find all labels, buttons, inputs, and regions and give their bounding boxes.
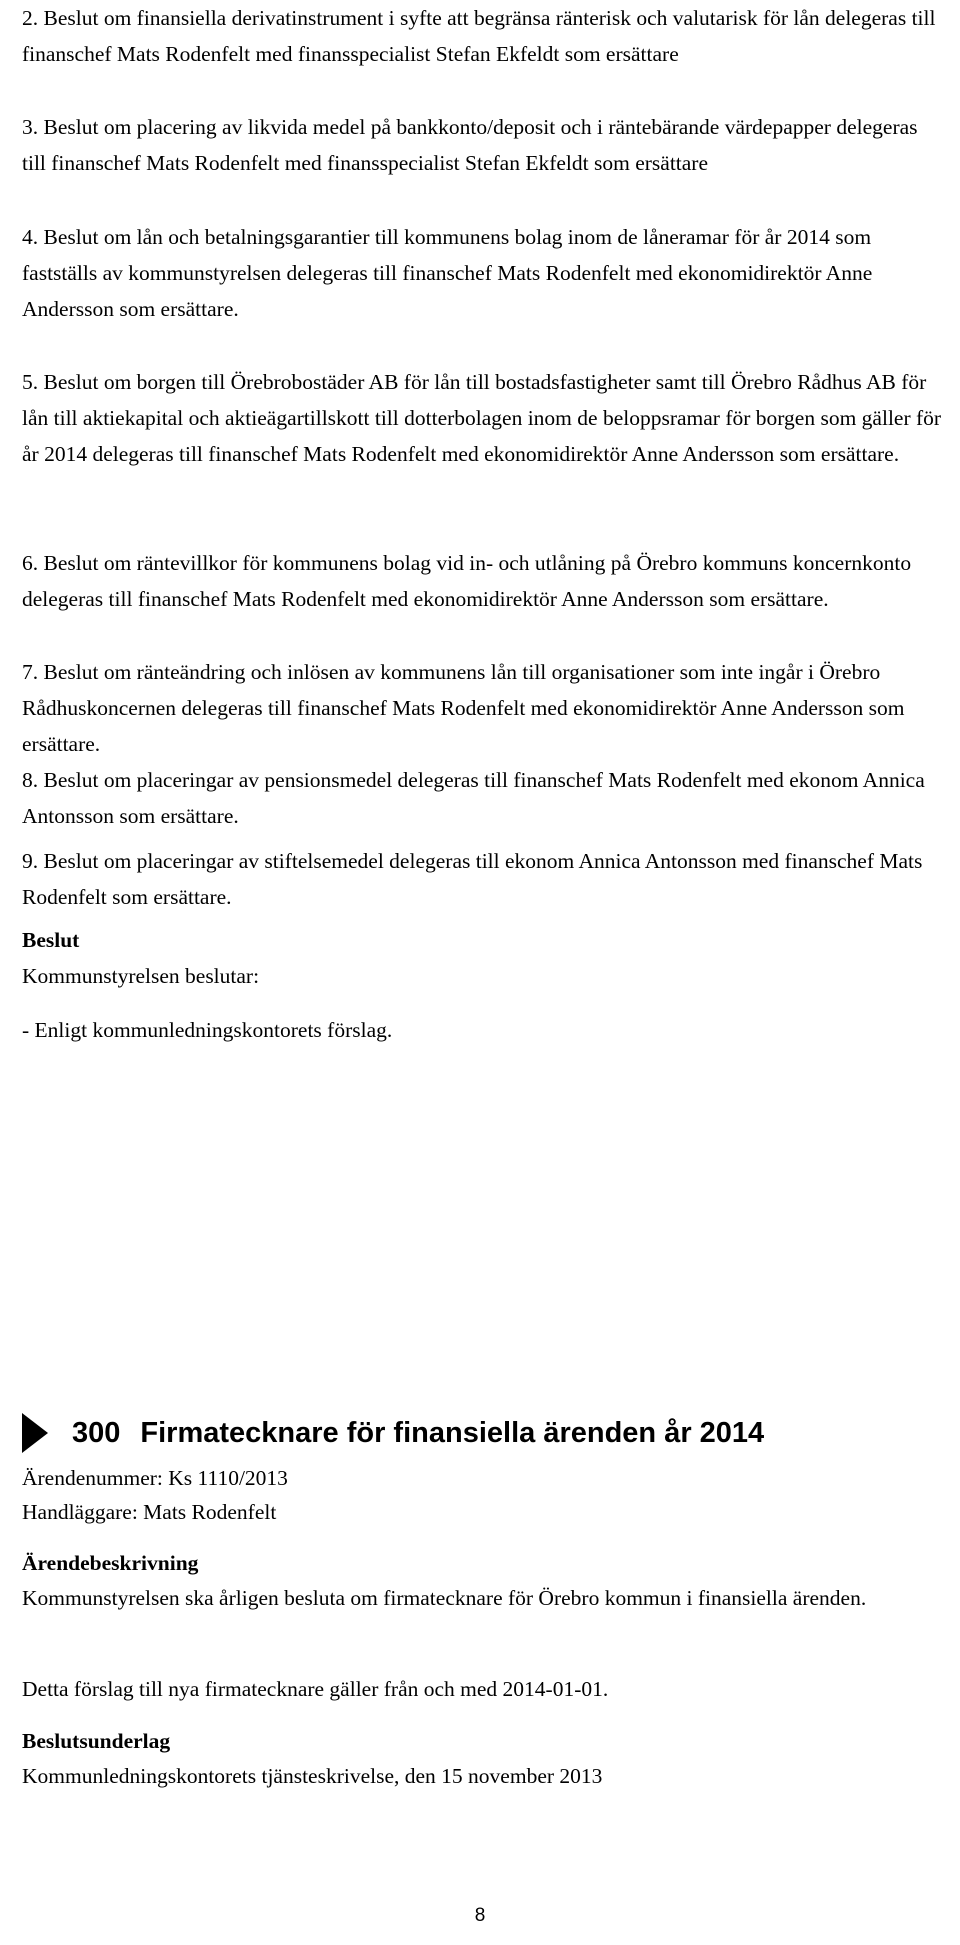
right-arrow-icon	[22, 1413, 48, 1453]
delegation-item-6: 6. Beslut om räntevillkor för kommunens bolag vid in- och utlåning på Örebro kommuns koncernkonto delegeras till finanschef Mats Rodenfelt med ekonomidirektör Anne Andersson som ersättare.	[22, 551, 912, 611]
description-text-2: Detta förslag till nya firmatecknare gäller från och med 2014-01-01.	[22, 1677, 609, 1701]
basis-text: Kommunledningskontorets tjänsteskrivelse, den 15 november 2013	[22, 1764, 603, 1788]
delegation-item-3: 3. Beslut om placering av likvida medel på bankkonto/deposit och i räntebärande värdepapper delegeras till finanschef Mats Rodenfelt med finansspecialist Stefan Ekfeldt som ersättare	[22, 115, 918, 175]
delegation-item-9: 9. Beslut om placeringar av stiftelsemedel delegeras till ekonom Annica Antonsson med finanschef Mats Rodenfelt som ersättare.	[22, 849, 923, 909]
basis-heading: Beslutsunderlag	[22, 1729, 171, 1753]
delegation-item-7: 7. Beslut om ränteändring och inlösen av kommunens lån till organisationer som inte ingår i Örebro Rådhuskoncernen delegeras till finanschef Mats Rodenfelt med ekonomidirektör Anne Andersson som ersättare.	[22, 660, 905, 756]
delegation-item-8: 8. Beslut om placeringar av pensionsmedel delegeras till finanschef Mats Rodenfelt med ekonom Annica Antonsson som ersättare.	[22, 768, 925, 828]
delegation-item-2: 2. Beslut om finansiella derivatinstrument i syfte att begränsa ränterisk och valutarisk för lån delegeras till finanschef Mats Rodenfelt med finansspecialist Stefan Ekfeldt som ersättare	[22, 6, 936, 66]
section-heading	[22, 1411, 942, 1455]
description-heading: Ärendebeskrivning	[22, 1551, 199, 1575]
delegation-item-4: 4. Beslut om lån och betalningsgarantier till kommunens bolag inom de låneramar för år 2014 som fastställs av kommunstyrelsen delegeras till finanschef Mats Rodenfelt med ekonomidirektör Anne Andersson som ersättare.	[22, 225, 873, 321]
case-handler: Handläggare: Mats Rodenfelt	[22, 1500, 277, 1524]
case-number: Ärendenummer: Ks 1110/2013	[22, 1466, 288, 1490]
decision-point: - Enligt kommunledningskontorets förslag.	[22, 1018, 393, 1042]
decision-heading: Beslut	[22, 928, 80, 952]
description-text-1: Kommunstyrelsen ska årligen besluta om firmatecknare för Örebro kommun i finansiella ärenden.	[22, 1586, 867, 1610]
decision-intro: Kommunstyrelsen beslutar:	[22, 964, 260, 988]
section-number: 300	[72, 1416, 121, 1449]
page-number: 8	[474, 1905, 486, 1926]
delegation-item-5: 5. Beslut om borgen till Örebrobostäder AB för lån till bostadsfastigheter samt till Örebro Rådhus AB för lån till aktiekapital och aktieägartillskott till dotterbolagen inom de beloppsramar för borgen som gäller för år 2014 delegeras till finanschef Mats Rodenfelt med ekonomidirektör Anne Andersson som ersättare.	[22, 370, 942, 466]
section-title: Firmatecknare för finansiella ärenden år 2014	[140, 1416, 765, 1449]
